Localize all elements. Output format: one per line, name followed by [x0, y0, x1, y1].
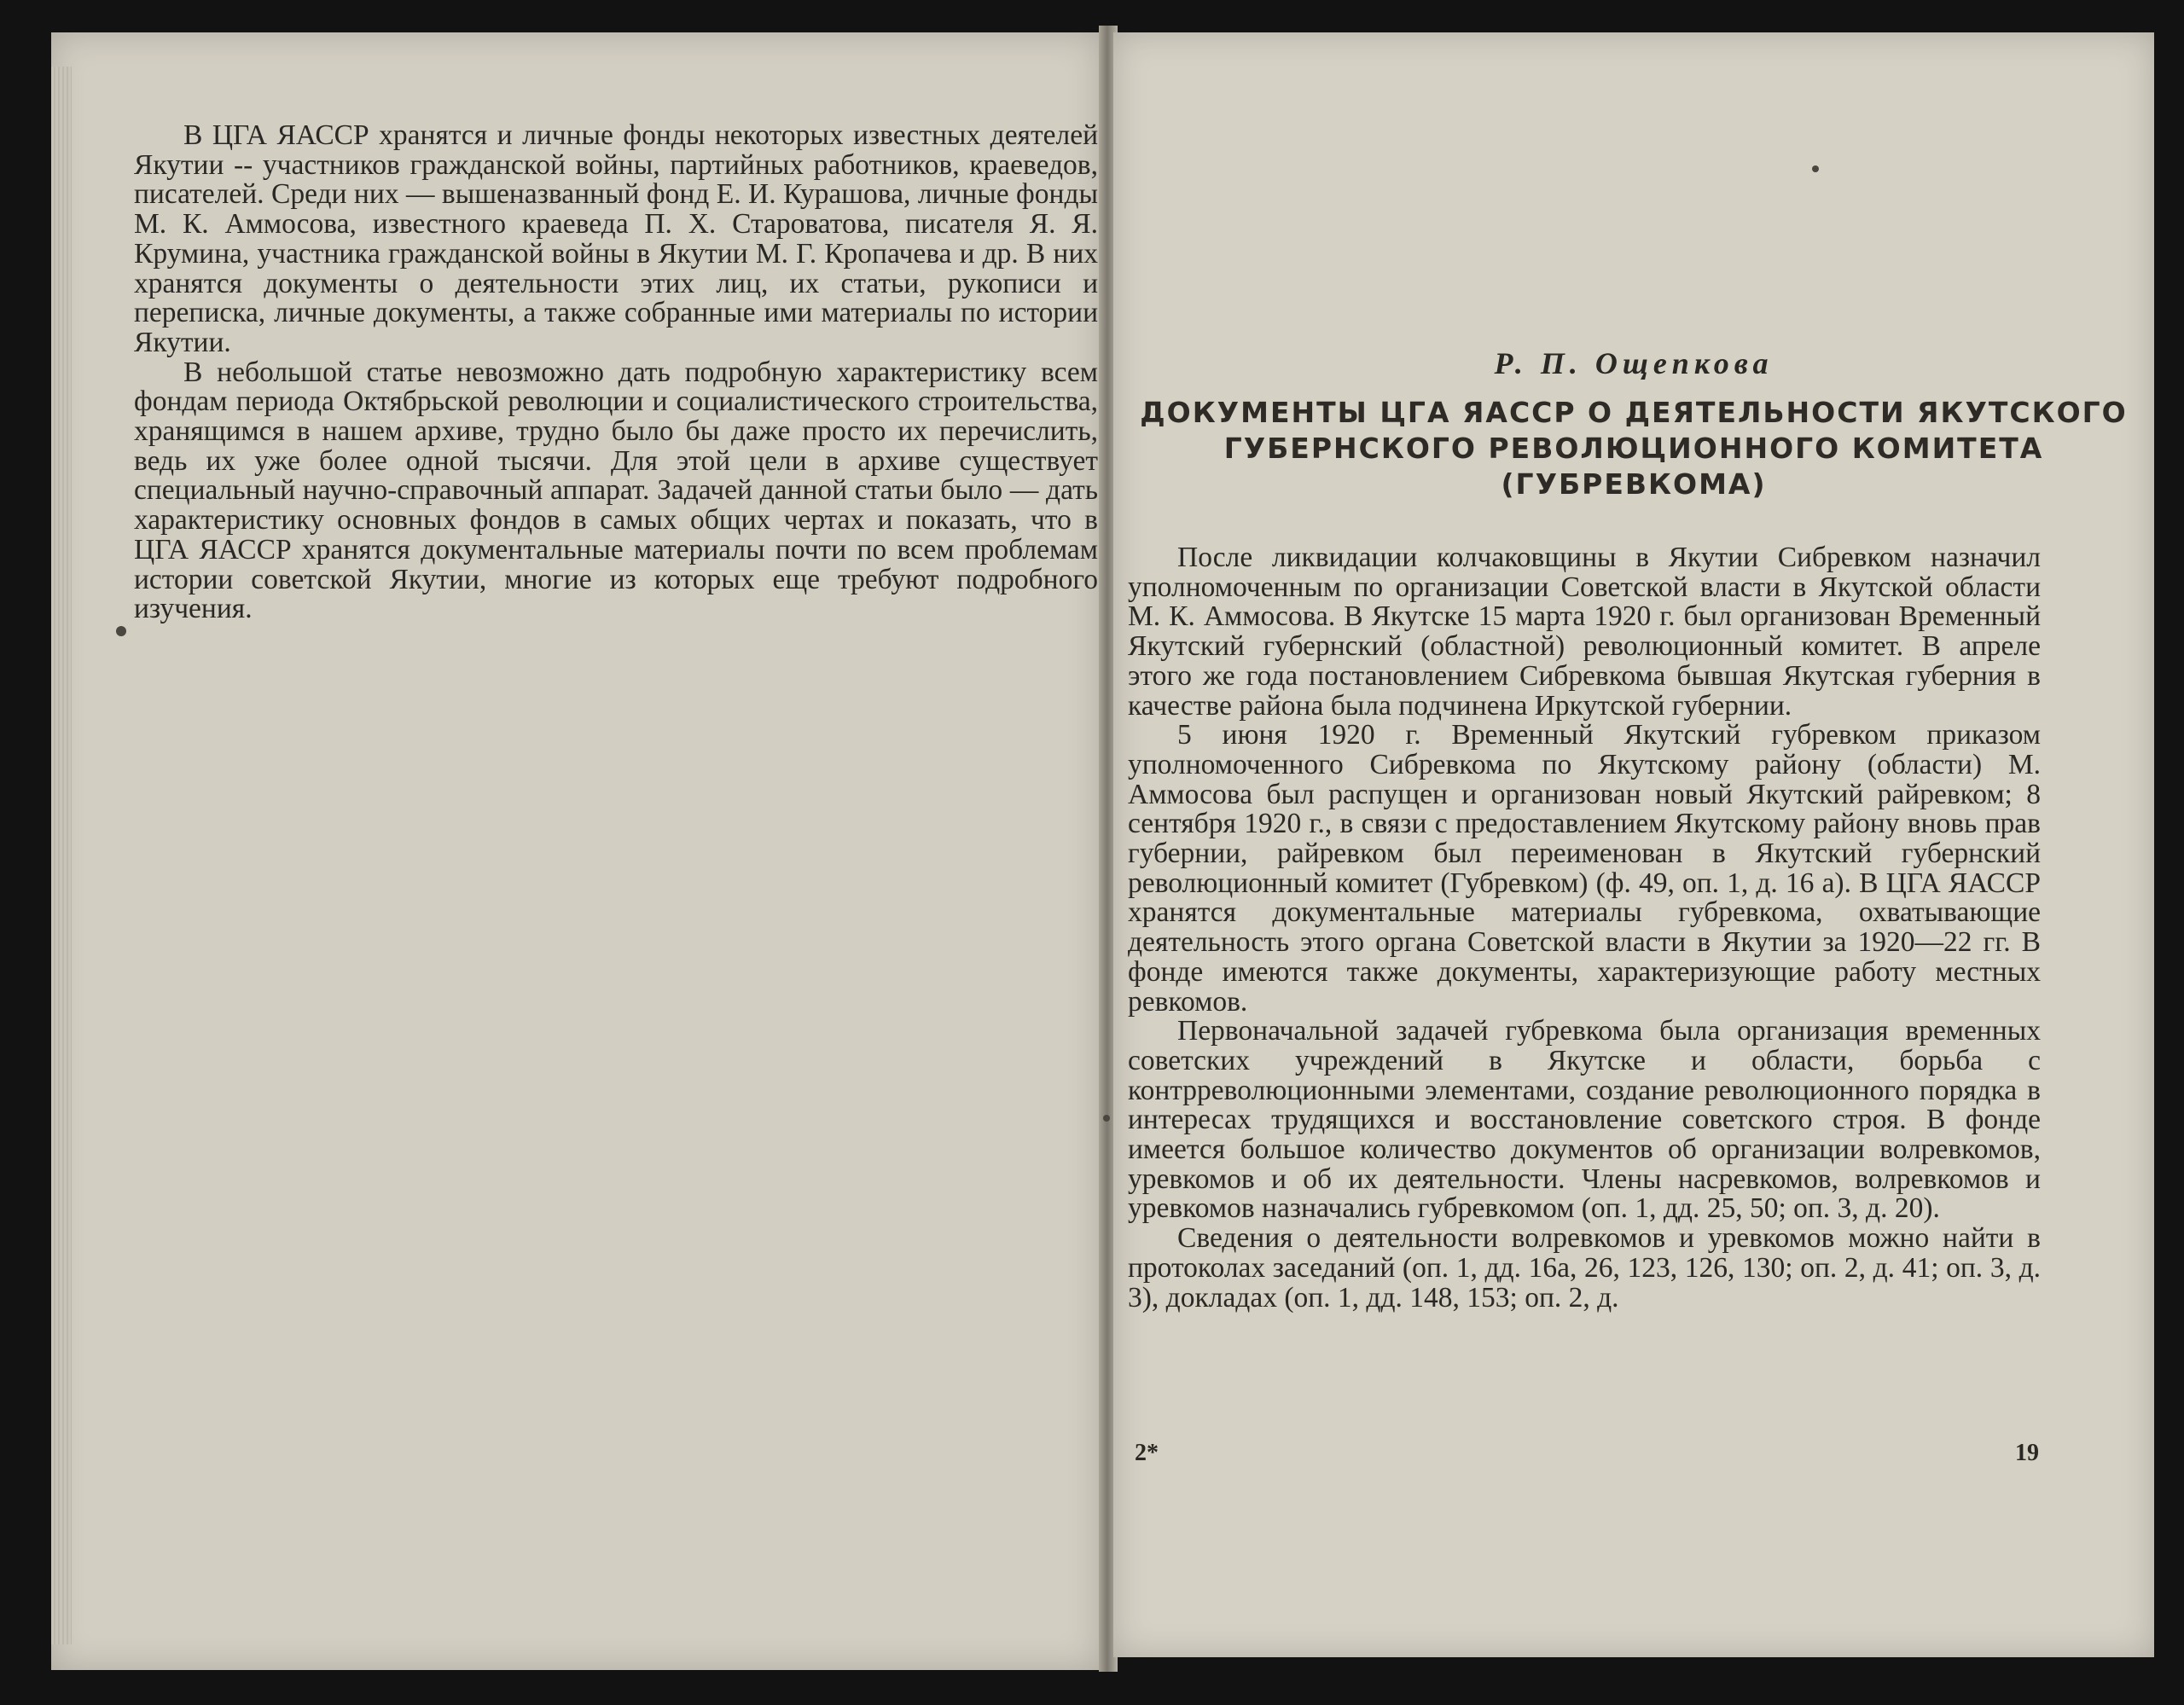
left-page-text	[134, 121, 1098, 624]
binding-hole	[116, 626, 126, 636]
paragraph: В ЦГА ЯАССР хранятся и личные фонды некоторых известных деятелей Якутии -- участников гражданской войны, партийных работников, краеведов, писателей. Среди них — вышеназванный фонд Е. И. Курашова, личные фонды М. К. Аммосова, известного краеведа П. Х. Староватова, писателя Я. Я. Крумина, участника гражданской войны в Якутии М. Г. Кропачева и др. В них хранятся документы о деятельности этих лиц, их статьи, рукописи и переписка, личные документы, а также собранные ими материалы по истории Якутии.	[134, 119, 1098, 358]
article-author: Р. П. Ощепкова	[1494, 346, 1774, 380]
signature-mark: 2*	[1135, 1440, 1159, 1466]
paragraph: В небольшой статье невозможно дать подробную характеристику всем фондам периода Октябрьской революции и социалистического строительства, хранящимся в нашем архиве, трудно было бы даже просто их перечислить, ведь их уже более одной тысячи. Для этой цели в архиве существует специальный научно-справочный аппарат. Задачей данной статьи было — дать характеристику основных фондов в самых общих чертах и показать, что в ЦГА ЯАССР хранятся документальные материалы почти по всем проблемам истории советской Якутии, многие из которых еще требуют подробного изучения.	[134, 356, 1098, 625]
right-page-text	[1128, 543, 2041, 1313]
page-number: 19	[2015, 1440, 2039, 1466]
paragraph: Сведения о деятельности волревкомов и уревкомов можно найти в протоколах заседаний (оп. 1, дд. 16а, 26, 123, 126, 130; оп. 2, д. 41; оп. 3, д. 3), докладах (оп. 1, дд. 148, 153; оп. 2, д.	[1128, 1222, 2041, 1314]
page-edge-stack	[51, 67, 72, 1644]
article-title: ДОКУМЕНТЫ ЦГА ЯАССР О ДЕЯТЕЛЬНОСТИ ЯКУТСКОГО ГУБЕРНСКОГО РЕВОЛЮЦИОННОГО КОМИТЕТА (ГУБРЕВКОМА)	[1140, 396, 2128, 501]
paragraph: 5 июня 1920 г. Временный Якутский губревком приказом уполномоченного Сибревкома по Якутскому району (области) М. Аммосова был распущен и организован новый Якутский райревком; 8 сентября 1920 г., в связи с предоставлением Якутскому району вновь прав губернии, райревком был переименован в Якутский губернский революционный комитет (Губревком) (ф. 49, оп. 1, д. 16 а). В ЦГА ЯАССР хранятся документальные материалы губревкома, охватывающие деятельность этого органа Советской власти в Якутии за 1920—22 гг. В фонде имеются также документы, характеризующие работу местных ревкомов.	[1128, 719, 2041, 1018]
paper-speck	[1812, 165, 1819, 172]
paragraph: Первоначальной задачей губревкома была организация временных советских учреждений в Якутске и области, борьба с контрреволюционными элементами, создание революционного порядка в интересах трудящихся и восстановление советского строя. В фонде имеется большое количество документов об организации волревкомов, уревкомов и об их деятельности. Члены насревкомов, волревкомов и уревкомов назначались губревкомом (оп. 1, дд. 25, 50; оп. 3, д. 20).	[1128, 1015, 2041, 1225]
binding-hole	[1103, 1115, 1110, 1122]
paragraph: После ликвидации колчаковщины в Якутии Сибревком назначил уполномоченным по организации Советской власти в Якутской области М. К. Аммосова. В Якутске 15 марта 1920 г. был организован Временный Якутский губернский (областной) революционный комитет. В апреле этого же года постановлением Сибревкома бывшая Якутская губерния в качестве района была подчинена Иркутской губернии.	[1128, 542, 2041, 722]
